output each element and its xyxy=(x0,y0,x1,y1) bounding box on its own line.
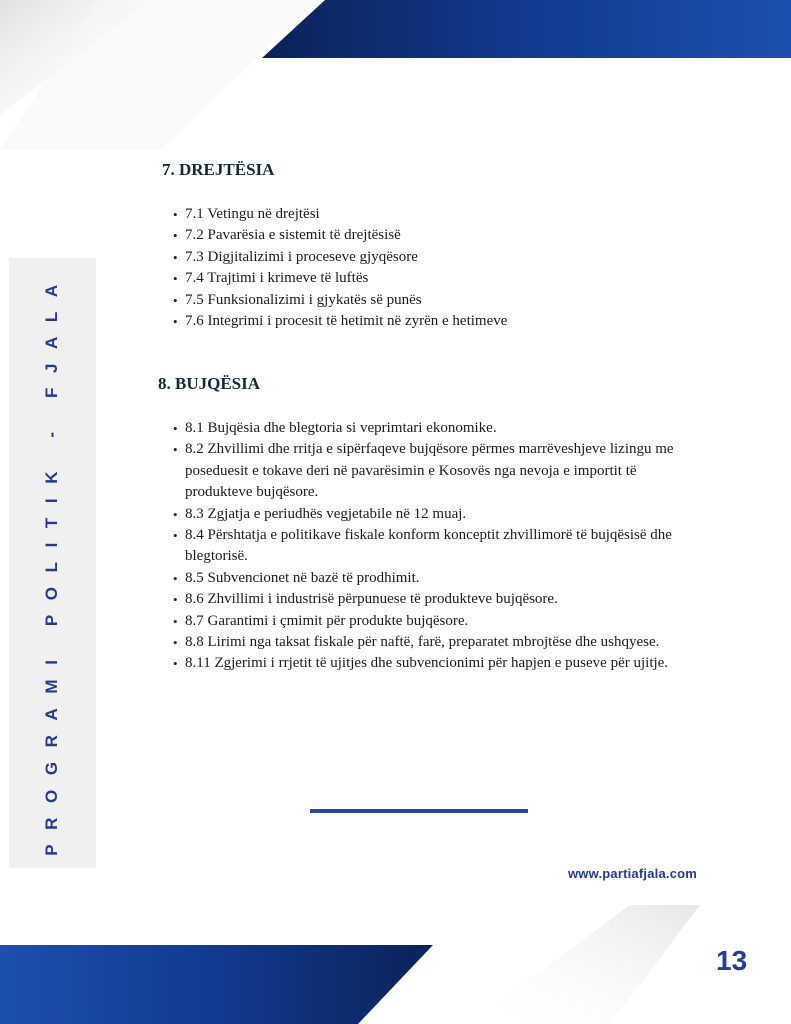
website-link[interactable]: www.partiafjala.com xyxy=(568,866,698,881)
list-item: • 8.6 Zhvillimi i industrisë përpunuese të produkteve bujqësore. xyxy=(173,589,675,610)
list-item: • 8.1 Bujqësia dhe blegtoria si veprimtari ekonomike. xyxy=(173,418,675,439)
list-item: • 8.3 Zgjatja e periudhës vegjetabile në 12 muaj. xyxy=(173,504,675,525)
list-item: • 8.11 Zgjerimi i rrjetit të ujitjes dhe subvencionimi për hapjen e puseve për ujitje. xyxy=(173,653,675,674)
page-number: 13 xyxy=(716,945,748,976)
top-decoration xyxy=(0,0,791,150)
section-list xyxy=(173,418,675,675)
section-heading: 8. BUJQËSIA xyxy=(158,374,261,393)
list-item: • 7.2 Pavarësia e sistemit të drejtësisë xyxy=(173,225,673,246)
list-item: • 7.5 Funksionalizimi i gjykatës së punës xyxy=(173,290,673,311)
list-item: • 7.4 Trajtimi i krimeve të luftës xyxy=(173,268,673,289)
list-item: • 8.7 Garantimi i çmimit për produkte bujqësore. xyxy=(173,611,675,632)
sidebar-vertical-title: PROGRAMI POLITIK - FJALA xyxy=(42,270,61,856)
bottom-decoration xyxy=(0,905,791,1024)
list-item: • 8.8 Lirimi nga taksat fiskale për naftë, farë, preparatet mbrojtëse dhe ushqyese. xyxy=(173,632,675,653)
section-heading: 7. DREJTËSIA xyxy=(162,160,275,179)
list-item: • 7.6 Integrimi i procesit të hetimit në zyrën e hetimeve xyxy=(173,311,673,332)
list-item: • 8.5 Subvencionet në bazë të prodhimit. xyxy=(173,568,675,589)
list-item: • 8.4 Përshtatja e politikave fiskale konform konceptit zhvillimorë të bujqësisë dhe blegtorisë. xyxy=(173,525,675,568)
divider-line xyxy=(310,809,528,813)
list-item: • 8.2 Zhvillimi dhe rritja e sipërfaqeve bujqësore përmes marrëveshjeve lizingu me poseduesit e tokave deri në pavarësimin e Kosovës nga nevoja e importit të produkteve bujqësore. xyxy=(173,439,675,503)
list-item: • 7.1 Vetingu në drejtësi xyxy=(173,204,673,225)
list-item: • 7.3 Digjitalizimi i proceseve gjyqësore xyxy=(173,247,673,268)
section-list xyxy=(173,204,673,332)
